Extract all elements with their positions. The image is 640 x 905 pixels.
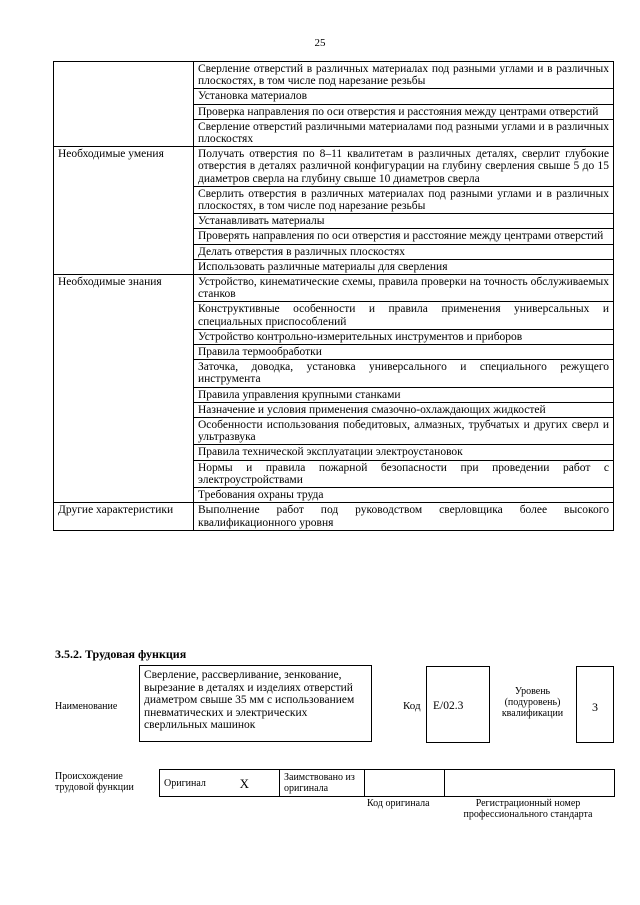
row-item: Выполнение работ под руководством сверловщика более высокого квалификационного уровня (194, 503, 614, 530)
row-label: Другие характеристики (54, 503, 194, 530)
requirements-table (53, 61, 614, 531)
row-label: Необходимые умения (54, 147, 194, 275)
original-label: Оригинал (164, 777, 206, 789)
row-item: Устанавливать материалы (194, 214, 614, 229)
row-item: Установка материалов (194, 89, 614, 104)
function-name-box: Сверление, рассверливание, зенкование, вырезание в деталях и изделиях отверстий диаметром свыше 35 мм с использованием пневматических и электрических сверлильных машинок (139, 665, 372, 742)
row-item: Проверять направления по оси отверстия и расстояние между центрами отверстий (194, 229, 614, 244)
row-item: Получать отверстия по 8–11 квалитетам в различных деталях, сверлит глубокие отверстия в деталях различной конфигурации на глубину сверления свыше 5 до 15 диаметров сверла на глубину свыше 10 диаметров сверла (194, 147, 614, 187)
row-item: Правила технической эксплуатации электроустановок (194, 445, 614, 460)
row-item: Особенности использования победитовых, алмазных, трубчатых и других сверл и ультразвука (194, 418, 614, 445)
row-item: Устройство, кинематические схемы, правила проверки на точность обслуживаемых станков (194, 275, 614, 302)
reg-number-caption: Регистрационный номер профессионального стандарта (463, 798, 593, 820)
reg-number-cell (445, 770, 615, 797)
origin-label: Происхождение трудовой функции (55, 771, 134, 793)
borrowed-cell: Заимствовано из оригинала (280, 770, 365, 797)
code-original-caption: Код оригинала (367, 798, 430, 809)
row-label: Необходимые знания (54, 275, 194, 503)
level-box: 3 (576, 666, 614, 743)
row-item: Устройство контрольно-измерительных инструментов и приборов (194, 329, 614, 344)
row-item: Использовать различные материалы для сверления (194, 259, 614, 274)
code-box (426, 666, 490, 743)
row-item: Правила термообработки (194, 345, 614, 360)
table-row (54, 503, 614, 530)
page-number: 25 (314, 37, 326, 49)
table-row (54, 147, 614, 187)
code-value: E/02.3 (433, 700, 464, 712)
row-item: Правила управления крупными станками (194, 387, 614, 402)
row-item: Требования охраны труда (194, 488, 614, 503)
table-row (54, 62, 614, 89)
code-label: Код (403, 700, 421, 712)
row-item: Нормы и правила пожарной безопасности при проведении работ с электроустройствами (194, 460, 614, 487)
name-label: Наименование (55, 701, 118, 712)
row-item: Назначение и условия применения смазочно-охлаждающих жидкостей (194, 402, 614, 417)
row-item: Заточка, доводка, установка универсального и специального режущего инструмента (194, 360, 614, 387)
row-item: Сверлить отверстия в различных материалах под разными углами и в различных плоскостях, в том числе под нарезание резьбы (194, 186, 614, 213)
row-item: Конструктивные особенности и правила применения универсальных и специальных приспособлений (194, 302, 614, 329)
row-item: Делать отверстия в различных плоскостях (194, 244, 614, 259)
row-item: Проверка направления по оси отверстия и расстояния между центрами отверстий (194, 104, 614, 119)
table-row (54, 275, 614, 302)
section-title: 3.5.2. Трудовая функция (55, 647, 187, 661)
row-item: Сверление отверстий в различных материалах под разными углами и в различных плоскостях, в том числе под нарезание резьбы (194, 62, 614, 89)
original-cell (160, 770, 280, 797)
original-mark: X (239, 775, 249, 791)
row-label (54, 62, 194, 147)
level-label: Уровень (подуровень) квалификации (501, 686, 564, 719)
row-item: Сверление отверстий различными материалами под разными углами и в различных плоскостях (194, 119, 614, 146)
origin-table (159, 769, 615, 797)
code-original-cell (365, 770, 445, 797)
